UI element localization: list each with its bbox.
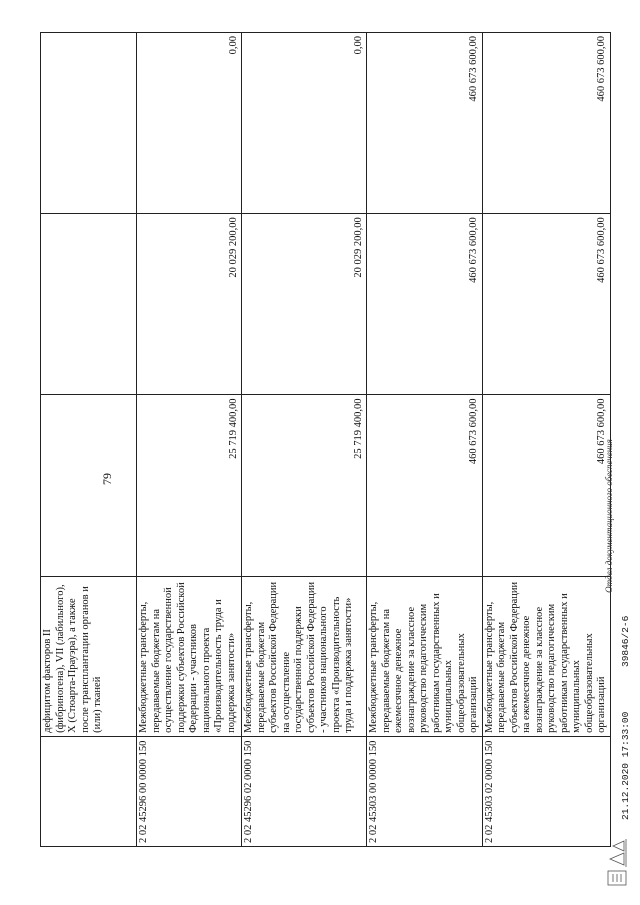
row-description: Межбюджетные трансферты, передаваемые бюджетам на осуществление государственной поддержки субъектов Российской Федерации - участников национального проекта «Производительность труда и поддержка занятости» (137, 576, 242, 736)
page-number: 79 (100, 473, 114, 485)
footer-doc-id: 39846/2-6 (620, 615, 631, 667)
row-value-2: 20 029 200,00 (242, 214, 367, 395)
table-row (41, 33, 137, 847)
table-row (482, 33, 610, 847)
row-value-3 (41, 33, 137, 214)
row-code: 2 02 45296 00 0000 150 (137, 736, 242, 846)
row-value-3: 0,00 (242, 33, 367, 214)
row-code (41, 736, 137, 846)
row-description: Межбюджетные трансферты, передаваемые бюджетам субъектов Российской Федерации на осуществление государственной поддержки субъектов Российской Федерации - участников национального проекта «Производительность труда и поддержка занятости» (242, 576, 367, 736)
row-code: 2 02 45303 02 0000 150 (482, 736, 610, 846)
row-value-1 (41, 395, 137, 576)
row-value-1: 460 673 600,00 (482, 395, 610, 576)
row-code: 2 02 45303 00 0000 150 (367, 736, 483, 846)
row-value-3: 460 673 600,00 (482, 33, 610, 214)
row-description: Межбюджетные трансферты, передаваемые бюджетам субъектов Российской Федерации на ежемесячное денежное вознаграждение за классное руководство педагогическим работникам государственных и муниципальных общеобразовательных организаций (482, 576, 610, 736)
budget-table (40, 32, 611, 847)
table-row (242, 33, 367, 847)
row-value-1: 25 719 400,00 (242, 395, 367, 576)
footer-datetime: 21.12.2020 17:33:00 (620, 711, 631, 820)
row-description: дефицитом факторов II (фибриногена), VII (лабильного), X (Стюарта-Прауэра), а также после трансплантации органов и (или) тканей (41, 576, 137, 736)
row-value-3: 460 673 600,00 (367, 33, 483, 214)
row-value-2: 20 029 200,00 (137, 214, 242, 395)
row-value-1: 460 673 600,00 (367, 395, 483, 576)
row-description: Межбюджетные трансферты, передаваемые бюджетам на ежемесячное денежное вознаграждение за классное руководство педагогическим работникам государственных и муниципальных общеобразовательных организаций (367, 576, 483, 736)
row-value-2: 460 673 600,00 (367, 214, 483, 395)
table-row (137, 33, 242, 847)
row-code: 2 02 45296 02 0000 150 (242, 736, 367, 846)
department-stamp: Отдел документационного обеспечения (604, 439, 614, 593)
row-value-2 (41, 214, 137, 395)
row-value-3: 0,00 (137, 33, 242, 214)
row-value-1: 25 719 400,00 (137, 395, 242, 576)
row-value-2: 460 673 600,00 (482, 214, 610, 395)
table-row (367, 33, 483, 847)
logo-stamp-icon (604, 837, 630, 891)
